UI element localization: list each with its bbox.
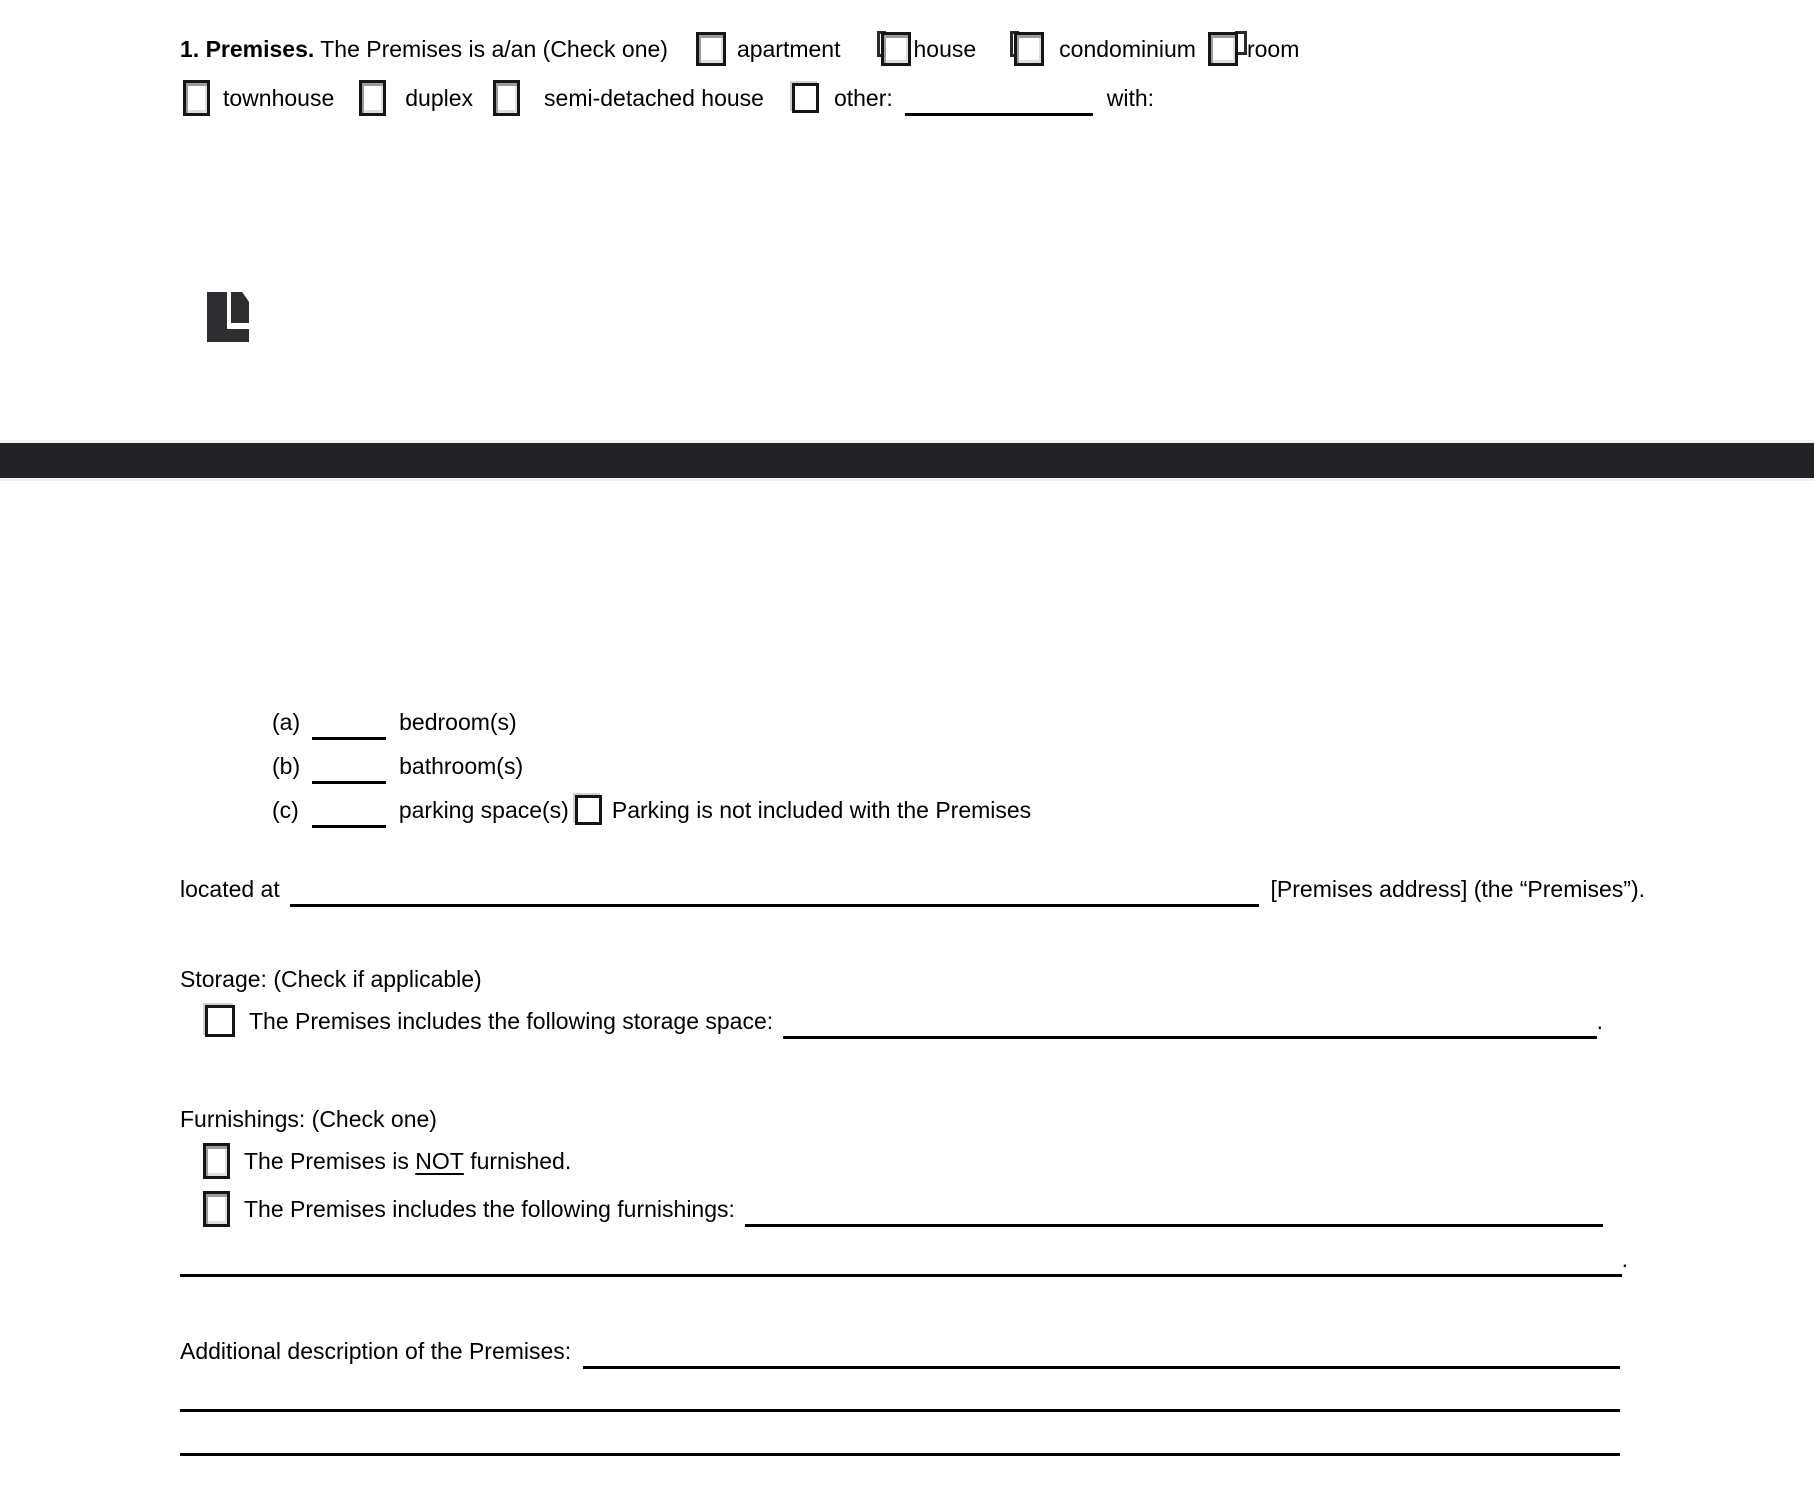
furnishings-continuation-row <box>180 1240 1628 1278</box>
item-c-label: (c) <box>272 796 299 823</box>
apartment-label: apartment <box>736 35 841 62</box>
other-label: other: <box>833 84 893 111</box>
parking-note-label: Parking is not included with the Premises <box>611 796 1032 823</box>
room-label: room <box>1246 35 1300 62</box>
semi-detached-label: semi-detached house <box>544 84 764 111</box>
furnishings-heading: Furnishings: (Check one) <box>180 1105 437 1132</box>
storage-heading-row <box>180 960 482 998</box>
bathrooms-blank-field[interactable] <box>312 771 386 784</box>
additional-description-row <box>180 1332 1620 1370</box>
additional-description-blank-field-3[interactable] <box>180 1443 1620 1456</box>
parking-spaces-label: parking space(s) <box>398 796 569 823</box>
bedrooms-blank-field[interactable] <box>312 727 386 740</box>
furnishings-included-checkbox[interactable] <box>203 1191 230 1227</box>
bathrooms-row <box>272 747 523 785</box>
room-checkbox[interactable] <box>1208 32 1238 66</box>
condominium-checkbox[interactable] <box>1014 32 1044 66</box>
storage-checkbox[interactable] <box>205 1005 235 1037</box>
house-label: house <box>913 35 977 62</box>
premises-address-blank-field[interactable] <box>290 894 1259 907</box>
additional-description-line-3 <box>180 1419 1620 1457</box>
semi-detached-checkbox[interactable] <box>493 80 520 116</box>
duplex-checkbox[interactable] <box>359 80 386 116</box>
logo-l-horizontal <box>207 329 249 342</box>
other-checkbox[interactable] <box>792 83 819 113</box>
page-break-separator <box>0 443 1814 478</box>
premises-type-row-1 <box>180 30 1299 68</box>
additional-description-label: Additional description of the Premises: <box>180 1337 572 1364</box>
furnishings-heading-row <box>180 1100 437 1138</box>
parking-row <box>272 791 1031 829</box>
not-furnished-not-word: NOT <box>415 1147 464 1174</box>
bedrooms-label: bedroom(s) <box>399 708 517 735</box>
furnishings-included-label: The Premises includes the following furnishings: <box>244 1195 735 1222</box>
premises-address-suffix: [Premises address] (the “Premises”). <box>1270 875 1645 902</box>
apartment-checkbox[interactable] <box>696 32 726 66</box>
condominium-label: condominium <box>1059 35 1196 62</box>
additional-description-blank-field-1[interactable] <box>583 1356 1620 1369</box>
parking-blank-field[interactable] <box>312 815 386 828</box>
duplex-label: duplex <box>405 84 474 111</box>
logo-page-shape <box>231 292 249 323</box>
not-furnished-checkbox[interactable] <box>203 1143 230 1179</box>
not-furnished-pre: The Premises is <box>244 1147 416 1174</box>
located-at-row <box>180 870 1645 908</box>
section-number-heading: 1. Premises. <box>180 35 315 62</box>
storage-heading: Storage: (Check if applicable) <box>180 965 482 992</box>
additional-description-line-2 <box>180 1375 1620 1413</box>
not-furnished-post: furnished. <box>463 1147 572 1174</box>
townhouse-checkbox[interactable] <box>183 80 210 116</box>
additional-description-blank-field-2[interactable] <box>180 1399 1620 1412</box>
storage-period: . <box>1596 1007 1603 1034</box>
furnishings-blank-field-1[interactable] <box>745 1214 1603 1227</box>
furnishings-blank-field-2[interactable] <box>180 1264 1622 1277</box>
with-label: with: <box>1106 84 1155 111</box>
item-a-label: (a) <box>272 708 301 735</box>
item-b-label: (b) <box>272 752 301 779</box>
not-furnished-row <box>203 1142 571 1180</box>
parking-not-included-checkbox[interactable] <box>575 795 602 825</box>
furnishings-included-row <box>203 1190 1603 1228</box>
bedrooms-row <box>272 703 517 741</box>
section-intro-text: The Premises is a/an (Check one) <box>314 35 668 62</box>
storage-option-row <box>205 1002 1603 1040</box>
house-checkbox[interactable] <box>881 32 911 66</box>
storage-option-label: The Premises includes the following storage space: <box>249 1007 774 1034</box>
other-blank-field[interactable] <box>905 103 1093 116</box>
storage-blank-field[interactable] <box>783 1026 1596 1039</box>
located-at-label: located at <box>180 875 280 902</box>
furnishings-period: . <box>1621 1245 1628 1272</box>
bathrooms-label: bathroom(s) <box>399 752 524 779</box>
legal-templates-logo-icon <box>207 292 254 342</box>
premises-type-row-2 <box>183 79 1623 117</box>
townhouse-label: townhouse <box>223 84 335 111</box>
